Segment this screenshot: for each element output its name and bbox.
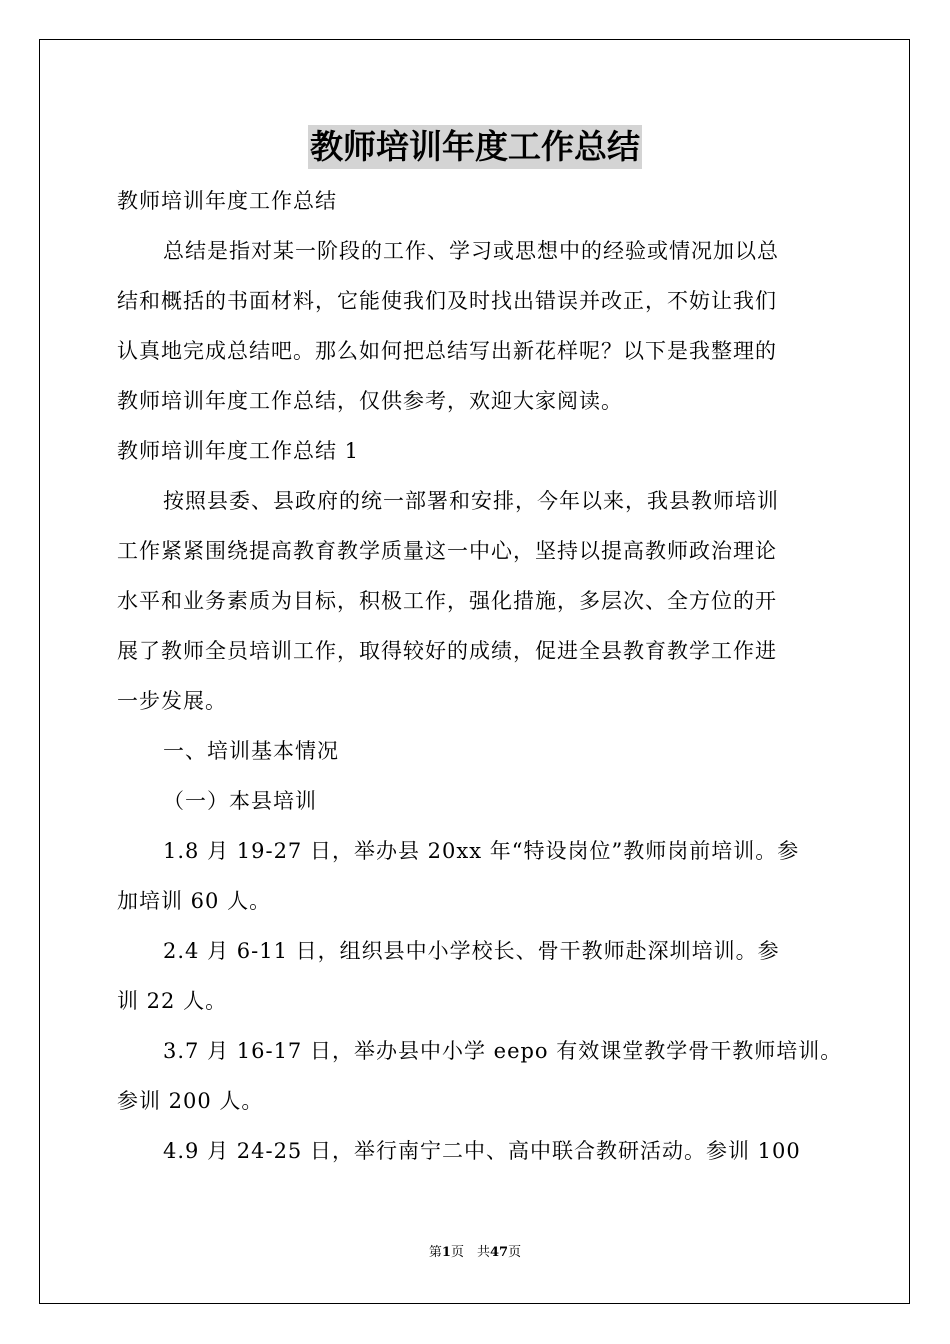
body-line: 总结是指对某一阶段的工作、学习或思想中的经验或情况加以总 bbox=[163, 239, 779, 263]
body-line: 加培训 60 人。 bbox=[117, 889, 272, 913]
footer-prefix: 第 bbox=[428, 1245, 442, 1260]
body-line: 水平和业务素质为目标，积极工作，强化措施，多层次、全方位的开 bbox=[117, 589, 777, 613]
footer-current-page: 1 bbox=[441, 1245, 451, 1260]
body-line: 教师培训年度工作总结，仅供参考，欢迎大家阅读。 bbox=[117, 389, 623, 413]
body-line: 一步发展。 bbox=[117, 689, 227, 713]
body-line: 认真地完成总结吧。那么如何把总结写出新花样呢？以下是我整理的 bbox=[117, 339, 777, 363]
body-line: 参训 200 人。 bbox=[117, 1089, 264, 1113]
body-line: 1.8 月 19-27 日，举办县 20xx 年“特设岗位”教师岗前培训。参 bbox=[163, 839, 800, 863]
body-line: 3.7 月 16-17 日，举办县中小学 eepo 有效课堂教学骨干教师培训。 bbox=[163, 1039, 843, 1063]
body-line: 展了教师全员培训工作，取得较好的成绩，促进全县教育教学工作进 bbox=[117, 639, 777, 663]
title-container bbox=[0, 125, 950, 169]
body-line: 2.4 月 6-11 日，组织县中小学校长、骨干教师赴深圳培训。参 bbox=[163, 939, 780, 963]
page-footer bbox=[0, 1244, 950, 1262]
body-line: 4.9 月 24-25 日，举行南宁二中、高中联合教研活动。参训 100 bbox=[163, 1139, 801, 1163]
body-line: 按照县委、县政府的统一部署和安排，今年以来，我县教师培训 bbox=[163, 489, 779, 513]
body-line: （一）本县培训 bbox=[163, 789, 317, 813]
body-line: 结和概括的书面材料，它能使我们及时找出错误并改正，不妨让我们 bbox=[117, 289, 777, 313]
body-line: 工作紧紧围绕提高教育教学质量这一中心，坚持以提高教师政治理论 bbox=[117, 539, 777, 563]
body-line: 一、培训基本情况 bbox=[163, 739, 339, 763]
footer-suffix: 页 bbox=[508, 1245, 522, 1260]
body-line: 教师培训年度工作总结 1 bbox=[117, 439, 360, 463]
document-body bbox=[117, 176, 843, 1176]
body-line: 训 22 人。 bbox=[117, 989, 228, 1013]
document-title: 教师培训年度工作总结 bbox=[308, 125, 642, 169]
footer-total-pages: 47 bbox=[489, 1245, 509, 1260]
footer-middle: 页 共 bbox=[450, 1245, 490, 1260]
body-line: 教师培训年度工作总结 bbox=[117, 189, 337, 213]
